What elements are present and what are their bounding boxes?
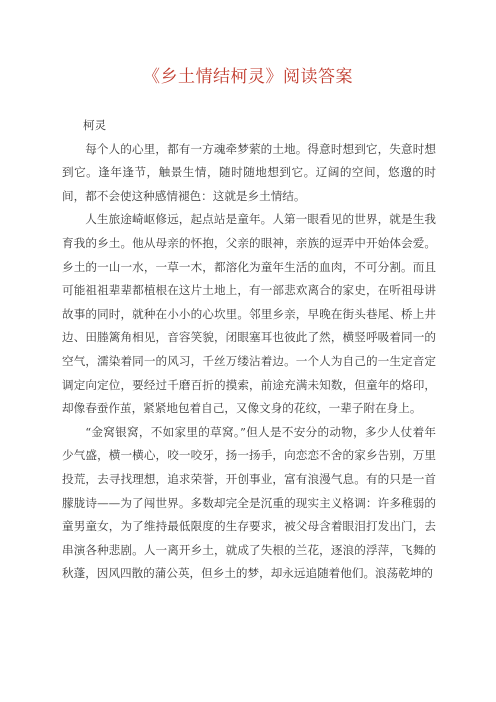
- paragraph-1: 每个人的心里，都有一方魂牵梦萦的土地。得意时想到它，失意时想到它。逢年逢节，触景生情，随时随地想到它。辽阔的空间，悠邈的时间，都不会使这种感情褪色：这就是乡土情结。: [62, 141, 436, 203]
- document-title: 《乡土情结柯灵》阅读答案: [143, 67, 353, 87]
- paragraph-2: 人生旅途崎岖修远，起点站是童年。人第一眼看见的世界，就是生我育我的乡土。他从母亲的怀抱，父亲的眼神，亲族的逗弄中开始体会爱。乡土的一山一水，一草一木，都溶化为童年生活的血肉，不可分割。而且可能祖祖辈辈都植根在这片土地上，有一部悲欢离合的家史，在听祖母讲故事的同时，就种在小小的心坎里。邻里乡亲，早晚在街头巷尾、桥上井边、田塍篱角相见，音容笑貌，闭眼塞耳也彼此了然，横竖呼吸着同一的空气，濡染着同一的风习，千丝万缕沾着边。一个人为自己的一生定音定调定向定位，要经过千磨百折的摸索，前途充满未知数，但童年的烙印，却像春蚕作茧，紧紧地包着自己，又像文身的花纹，一辈子附在身上。: [62, 212, 436, 416]
- document-body: [62, 114, 436, 586]
- paragraph-3: “金窝银窝，不如家里的草窝。”但人是不安分的动物，多少人仗着年少气盛，横一横心，咬一咬牙，扬一扬手，向恋恋不舍的家乡告别，万里投荒，去寻找理想，追求荣誉，开创事业，富有浪漫气息。有的只是一首朦胧诗——为了闯世界。多数却完全是沉重的现实主义格调：许多稚弱的童男童女，为了维持最低限度的生存要求，被父母含着眼泪打发出门，去串演各种悲剧。人一离开乡土，就成了失根的兰花，逐浪的浮萍，飞舞的秋蓬，因风四散的蒲公英，但乡土的梦，却永远追随着他们。浪荡乾坤的: [62, 424, 436, 581]
- author-name: 柯灵: [83, 118, 107, 132]
